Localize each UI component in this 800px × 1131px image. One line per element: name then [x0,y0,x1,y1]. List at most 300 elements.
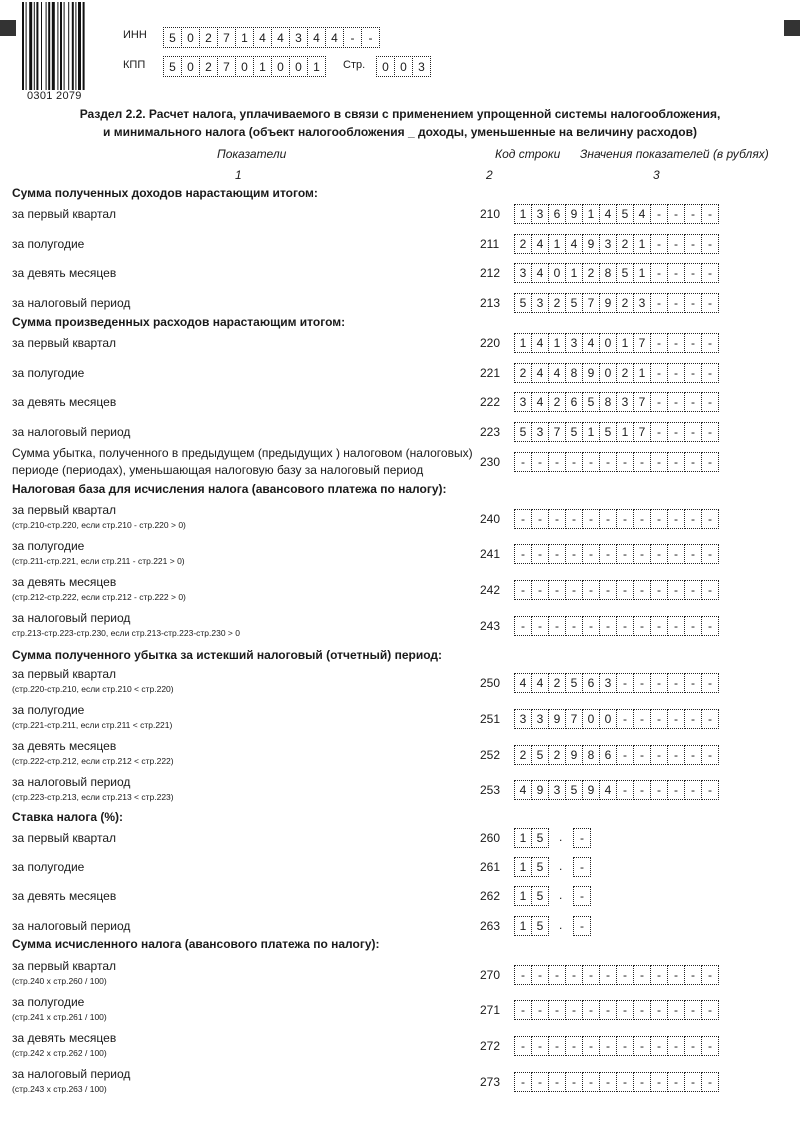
value-cell[interactable]: - [701,392,719,412]
value-cell[interactable]: - [531,509,549,529]
inn-cell[interactable]: - [361,27,380,48]
value-cell[interactable]: - [650,263,668,283]
value-cell[interactable]: - [531,1036,549,1056]
value-cell[interactable]: 3 [514,709,532,729]
value-cell[interactable]: - [616,780,634,800]
value-cell[interactable]: - [616,616,634,636]
value-cell[interactable]: - [650,673,668,693]
value-cell[interactable]: - [684,234,702,254]
page-cell[interactable]: 0 [376,56,395,77]
value-cell[interactable]: - [650,204,668,224]
value-cell[interactable]: 5 [565,422,583,442]
value-cell[interactable]: - [667,1036,685,1056]
value-cell[interactable]: - [650,1000,668,1020]
value-cell[interactable]: 9 [582,780,600,800]
value-cell[interactable]: - [633,509,651,529]
value-cell[interactable]: 4 [582,333,600,353]
value-cell[interactable]: - [667,544,685,564]
value-cell[interactable]: - [633,780,651,800]
value-cell[interactable]: 5 [616,204,634,224]
value-cell[interactable]: - [633,965,651,985]
row-270-value-cells [514,965,718,985]
value-cell[interactable]: - [599,544,617,564]
value-cell[interactable]: 2 [514,745,532,765]
value-cell[interactable]: 1 [616,333,634,353]
value-cell[interactable]: 7 [582,293,600,313]
value-cell[interactable]: - [684,363,702,383]
row-label-text: за девять месяцев [12,739,117,753]
value-cell[interactable]: 2 [548,673,566,693]
value-cell[interactable]: 0 [582,709,600,729]
value-cell[interactable]: - [701,1036,719,1056]
value-cell[interactable]: - [650,293,668,313]
value-cell[interactable]: - [616,452,634,472]
inn-cell[interactable]: 0 [181,27,200,48]
page-cell[interactable]: 3 [412,56,431,77]
value-cell[interactable]: - [650,452,668,472]
inn-cell[interactable]: 1 [235,27,254,48]
value-cell[interactable]: - [565,452,583,472]
value-cell[interactable]: - [650,1072,668,1092]
value-cell[interactable]: - [616,544,634,564]
value-cell[interactable]: - [667,580,685,600]
value-cell[interactable]: 6 [599,745,617,765]
value-cell[interactable]: 2 [616,363,634,383]
kpp-cell[interactable]: 0 [235,56,254,77]
value-cell[interactable]: - [514,509,532,529]
value-cell[interactable]: 7 [633,422,651,442]
value-cell[interactable]: 0 [599,363,617,383]
value-cell[interactable]: - [650,422,668,442]
value-cell[interactable]: 4 [531,363,549,383]
value-cell[interactable]: 2 [582,263,600,283]
kpp-cell[interactable]: 0 [289,56,308,77]
value-cell[interactable]: 1 [514,916,532,936]
value-cell[interactable]: - [667,1072,685,1092]
value-cell[interactable]: - [684,293,702,313]
value-cell[interactable]: - [701,780,719,800]
value-cell[interactable]: - [667,263,685,283]
value-cell[interactable]: 4 [514,673,532,693]
value-cell[interactable]: - [701,263,719,283]
kpp-cell[interactable]: 2 [199,56,218,77]
value-cell[interactable]: 6 [582,673,600,693]
value-cell[interactable]: - [599,580,617,600]
value-cell[interactable]: - [616,673,634,693]
value-cell[interactable]: 2 [514,363,532,383]
value-cell[interactable]: - [701,509,719,529]
value-cell[interactable]: 9 [599,293,617,313]
value-cell[interactable]: 5 [565,293,583,313]
value-cell[interactable]: - [701,616,719,636]
value-cell[interactable]: - [531,452,549,472]
value-cell[interactable]: - [514,616,532,636]
value-cell[interactable]: 4 [633,204,651,224]
value-cell[interactable]: 8 [582,745,600,765]
value-cell[interactable]: - [701,234,719,254]
value-cell[interactable]: - [548,1036,566,1056]
value-cell[interactable]: - [582,1036,600,1056]
value-cell[interactable]: 0 [548,263,566,283]
value-cell[interactable]: - [616,580,634,600]
value-cell[interactable]: 3 [633,293,651,313]
value-cell[interactable]: - [633,1000,651,1020]
value-cell[interactable]: - [650,1036,668,1056]
value-cell[interactable]: - [684,580,702,600]
value-cell[interactable]: - [616,1036,634,1056]
value-cell[interactable]: - [701,293,719,313]
value-cell[interactable]: - [565,544,583,564]
value-cell[interactable]: 3 [531,422,549,442]
value-cell[interactable]: 3 [565,333,583,353]
value-cell[interactable]: - [684,1000,702,1020]
value-cell[interactable]: - [582,509,600,529]
value-cell[interactable]: - [531,965,549,985]
value-cell[interactable]: - [684,544,702,564]
value-cell[interactable]: - [514,965,532,985]
value-cell[interactable]: 2 [548,293,566,313]
value-cell[interactable]: 9 [582,234,600,254]
value-cell[interactable]: - [531,1072,549,1092]
value-cell[interactable]: - [667,780,685,800]
value-cell[interactable]: - [701,1072,719,1092]
value-cell[interactable]: - [684,780,702,800]
value-cell[interactable]: - [514,1000,532,1020]
page-cell[interactable]: 0 [394,56,413,77]
value-cell[interactable]: 2 [548,745,566,765]
value-cell[interactable]: 5 [514,422,532,442]
value-cell[interactable]: 4 [514,780,532,800]
value-cell[interactable]: 1 [633,363,651,383]
value-cell[interactable]: - [565,580,583,600]
row-240-value-cells [514,509,718,529]
value-cell[interactable]: - [650,616,668,636]
value-cell[interactable]: - [633,1072,651,1092]
value-cell[interactable]: - [667,1000,685,1020]
value-cell[interactable]: 5 [531,886,549,906]
value-cell[interactable]: - [684,263,702,283]
value-cell[interactable]: - [684,204,702,224]
value-cell[interactable]: 3 [599,673,617,693]
value-cell[interactable]: - [650,392,668,412]
value-cell[interactable]: - [616,1072,634,1092]
value-cell[interactable]: - [667,616,685,636]
value-cell[interactable]: - [701,544,719,564]
value-cell[interactable]: 1 [565,263,583,283]
value-cell[interactable]: - [701,709,719,729]
value-cell[interactable]: 5 [531,745,549,765]
value-cell[interactable]: 4 [548,363,566,383]
value-cell[interactable]: - [531,544,549,564]
value-cell[interactable]: - [531,616,549,636]
value-cell[interactable]: - [582,452,600,472]
value-cell[interactable]: - [701,333,719,353]
value-cell[interactable]: - [599,1072,617,1092]
value-cell[interactable]: - [667,293,685,313]
value-cell[interactable]: - [616,965,634,985]
value-cell[interactable]: 5 [599,422,617,442]
value-cell[interactable]: - [548,1000,566,1020]
value-cell[interactable]: 3 [616,392,634,412]
value-cell[interactable]: - [548,544,566,564]
inn-cell[interactable]: 4 [307,27,326,48]
value-cell[interactable]: 7 [633,392,651,412]
value-cell[interactable]: - [650,544,668,564]
value-cell[interactable]: - [684,509,702,529]
value-cell[interactable]: - [582,1072,600,1092]
value-cell[interactable]: - [701,452,719,472]
value-cell[interactable]: - [667,452,685,472]
value-cell[interactable]: 1 [514,857,532,877]
value-cell[interactable]: - [548,616,566,636]
value-cell[interactable]: - [667,363,685,383]
value-cell[interactable]: - [582,1000,600,1020]
value-cell[interactable]: 3 [531,709,549,729]
value-cell[interactable]: 9 [531,780,549,800]
value-cell[interactable]: - [573,828,591,848]
value-cell[interactable]: 1 [514,333,532,353]
value-cell[interactable]: 3 [514,263,532,283]
value-cell[interactable]: 4 [565,234,583,254]
value-cell[interactable]: 9 [565,204,583,224]
value-cell[interactable]: - [582,544,600,564]
value-cell[interactable]: 3 [531,204,549,224]
value-cell[interactable]: - [514,544,532,564]
value-cell[interactable]: - [616,745,634,765]
kpp-cell[interactable]: 5 [163,56,182,77]
value-cell[interactable]: 3 [548,780,566,800]
value-cell[interactable]: - [548,580,566,600]
value-cell[interactable]: 2 [616,293,634,313]
kpp-cell[interactable]: 1 [253,56,272,77]
value-cell[interactable]: - [565,1000,583,1020]
value-cell[interactable]: 7 [633,333,651,353]
value-cell[interactable]: 4 [531,392,549,412]
value-cell[interactable]: - [650,965,668,985]
value-cell[interactable]: 1 [633,263,651,283]
value-cell[interactable]: - [701,580,719,600]
value-cell[interactable]: 5 [565,673,583,693]
value-cell[interactable]: 9 [565,745,583,765]
value-cell[interactable]: 0 [599,709,617,729]
value-cell[interactable]: - [573,916,591,936]
value-cell[interactable]: 7 [565,709,583,729]
value-cell[interactable]: 5 [616,263,634,283]
value-cell[interactable]: - [684,673,702,693]
value-cell[interactable]: - [667,234,685,254]
row-label-text: Сумма убытка, полученного в предыдущем (предыдущих ) налоговом (налоговых) [12,446,473,460]
value-cell[interactable]: 6 [565,392,583,412]
value-cell[interactable]: - [573,857,591,877]
value-cell[interactable]: - [684,745,702,765]
value-cell[interactable]: - [616,1000,634,1020]
value-cell[interactable]: - [565,616,583,636]
value-cell[interactable]: 8 [599,392,617,412]
inn-cell[interactable]: 4 [271,27,290,48]
value-cell[interactable]: - [684,965,702,985]
inn-cell[interactable]: 5 [163,27,182,48]
value-cell[interactable]: - [565,1072,583,1092]
value-cell[interactable]: - [565,1036,583,1056]
value-cell[interactable]: 5 [531,857,549,877]
value-cell[interactable]: 2 [616,234,634,254]
value-cell[interactable]: 5 [531,828,549,848]
row-271-label [12,994,107,1023]
value-cell[interactable]: - [616,709,634,729]
value-cell[interactable]: 5 [514,293,532,313]
value-cell[interactable]: - [667,422,685,442]
value-cell[interactable]: - [565,965,583,985]
value-cell[interactable]: - [684,1072,702,1092]
value-cell[interactable]: 1 [548,234,566,254]
value-cell[interactable]: 4 [599,204,617,224]
value-cell[interactable]: 9 [548,709,566,729]
value-cell[interactable]: 1 [514,886,532,906]
inn-cell[interactable]: 2 [199,27,218,48]
value-cell[interactable]: 3 [531,293,549,313]
value-cell[interactable]: 8 [599,263,617,283]
value-cell[interactable]: - [667,509,685,529]
kpp-cell[interactable]: 0 [271,56,290,77]
value-cell[interactable]: - [514,580,532,600]
value-cell[interactable]: - [616,509,634,529]
value-cell[interactable]: - [633,544,651,564]
value-cell[interactable]: - [684,392,702,412]
value-cell[interactable]: 8 [565,363,583,383]
value-cell[interactable]: - [514,452,532,472]
kpp-cell[interactable]: 1 [307,56,326,77]
value-cell[interactable]: - [650,780,668,800]
value-cell[interactable]: - [701,363,719,383]
row-222-label [12,394,116,411]
value-cell[interactable]: - [633,616,651,636]
value-cell[interactable]: - [565,509,583,529]
value-cell[interactable]: - [667,745,685,765]
value-cell[interactable]: - [650,580,668,600]
value-cell[interactable]: - [650,333,668,353]
value-cell[interactable]: 2 [514,234,532,254]
value-cell[interactable]: - [548,452,566,472]
value-cell[interactable]: - [684,709,702,729]
value-cell[interactable]: - [701,204,719,224]
value-cell[interactable]: - [582,580,600,600]
value-cell[interactable]: 4 [531,263,549,283]
row-label-text: за налоговый период [12,1067,131,1081]
value-cell[interactable]: - [573,886,591,906]
value-cell[interactable]: - [667,204,685,224]
value-cell[interactable]: - [684,616,702,636]
row-code: 250 [480,676,501,690]
value-cell[interactable]: - [633,452,651,472]
value-cell[interactable]: 5 [565,780,583,800]
value-cell[interactable]: 1 [548,333,566,353]
value-cell[interactable]: - [599,452,617,472]
value-cell[interactable]: - [599,1036,617,1056]
value-cell[interactable]: - [548,965,566,985]
row-code: 272 [480,1039,501,1053]
value-cell[interactable]: - [514,1072,532,1092]
value-cell[interactable]: 4 [531,333,549,353]
value-cell[interactable]: - [599,509,617,529]
value-cell[interactable]: - [633,580,651,600]
value-cell[interactable]: - [650,709,668,729]
value-cell[interactable]: 1 [514,204,532,224]
value-cell[interactable]: - [531,1000,549,1020]
value-cell[interactable]: - [701,673,719,693]
inn-cell[interactable]: 4 [253,27,272,48]
value-cell[interactable]: - [667,392,685,412]
value-cell[interactable]: - [684,1036,702,1056]
value-cell[interactable]: - [684,333,702,353]
value-cell[interactable]: 7 [548,422,566,442]
value-cell[interactable]: 4 [531,673,549,693]
value-cell[interactable]: 1 [582,422,600,442]
value-cell[interactable]: - [582,965,600,985]
value-cell[interactable]: - [684,452,702,472]
value-cell[interactable]: 2 [548,392,566,412]
value-cell[interactable]: 9 [582,363,600,383]
value-cell[interactable]: - [650,363,668,383]
value-cell[interactable]: - [582,616,600,636]
value-cell[interactable]: - [633,745,651,765]
kpp-cell[interactable]: 7 [217,56,236,77]
inn-cell[interactable]: 7 [217,27,236,48]
value-cell[interactable]: 0 [599,333,617,353]
value-cell[interactable]: 1 [582,204,600,224]
value-cell[interactable]: - [667,333,685,353]
value-cell[interactable]: - [650,234,668,254]
value-cell[interactable]: - [548,509,566,529]
value-cell[interactable]: - [633,709,651,729]
value-cell[interactable]: - [599,616,617,636]
value-cell[interactable]: 1 [616,422,634,442]
value-cell[interactable]: 3 [514,392,532,412]
value-cell[interactable]: - [599,965,617,985]
value-cell[interactable]: - [514,1036,532,1056]
value-cell[interactable]: - [701,422,719,442]
value-cell[interactable]: - [633,673,651,693]
value-cell[interactable]: - [599,1000,617,1020]
value-cell[interactable]: - [701,965,719,985]
inn-cell[interactable]: 3 [289,27,308,48]
inn-cell[interactable]: - [343,27,362,48]
value-cell[interactable]: 5 [531,916,549,936]
row-label-text: за налоговый период [12,425,131,439]
value-cell[interactable]: - [650,509,668,529]
value-cell[interactable]: - [531,580,549,600]
value-cell[interactable]: - [701,745,719,765]
value-cell[interactable]: 6 [548,204,566,224]
row-formula: (стр.212-стр.222, если стр.212 - стр.222 > 0) [12,592,186,602]
row-241-label [12,538,185,567]
value-cell[interactable]: 4 [531,234,549,254]
value-cell[interactable]: - [650,745,668,765]
value-cell[interactable]: 3 [599,234,617,254]
value-cell[interactable]: 5 [582,392,600,412]
value-cell[interactable]: - [667,965,685,985]
value-cell[interactable]: - [667,673,685,693]
value-cell[interactable]: - [548,1072,566,1092]
value-cell[interactable]: - [667,709,685,729]
value-cell[interactable]: - [633,1036,651,1056]
value-cell[interactable]: - [684,422,702,442]
inn-cell[interactable]: 4 [325,27,344,48]
kpp-cell[interactable]: 0 [181,56,200,77]
value-cell[interactable]: 1 [514,828,532,848]
value-cell[interactable]: 1 [633,234,651,254]
value-cell[interactable]: - [701,1000,719,1020]
value-cell[interactable]: 4 [599,780,617,800]
